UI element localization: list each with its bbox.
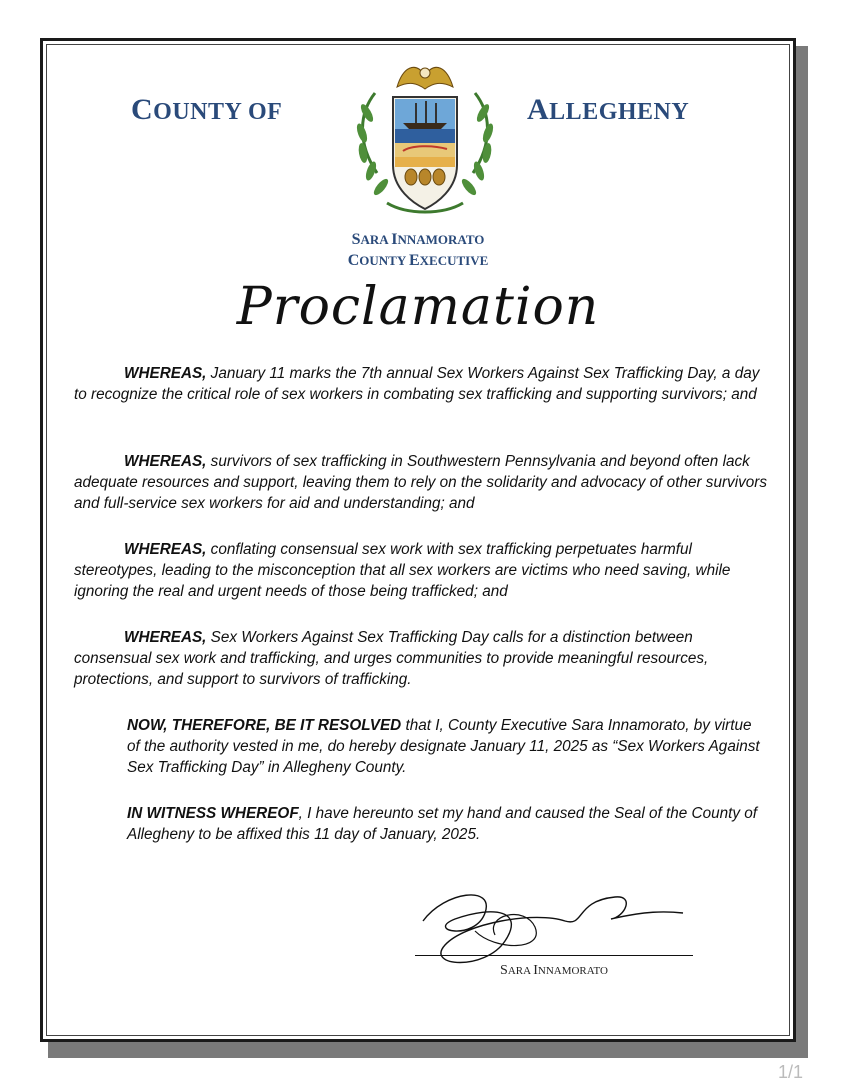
proclamation-title: Proclamation	[236, 277, 600, 337]
signature-name: SARA INNAMORATO	[500, 963, 608, 978]
paragraph-whereas-2: WHEREAS, survivors of sex trafficking in Southwestern Pennsylvania and beyond often lack adequate resources and support, leaving them to rely on the solidarity and advocacy of other survivors and full-service sex workers for aid and understanding; and	[74, 453, 767, 512]
executive-name: SARA INNAMORATO	[351, 231, 485, 248]
proclamation-page	[40, 38, 796, 1042]
paragraph-witness: IN WITNESS WHEREOF, I have hereunto set my hand and caused the Seal of the County of Allegheny to be affixed this 11 day of January, 2025.	[127, 805, 758, 843]
header-allegheny: ALLEGHENY	[527, 93, 690, 126]
paragraph-resolved: NOW, THEREFORE, BE IT RESOLVED that I, County Executive Sara Innamorato, by virtue of the authority vested in me, do hereby designate January 11, 2025 as “Sex Workers Against Sex Trafficking Day” in Allegheny County.	[127, 717, 760, 776]
signature-line	[415, 955, 693, 956]
executive-block	[43, 229, 793, 271]
paragraph-whereas-3: WHEREAS, conflating consensual sex work with sex trafficking perpetuates harmful stereotypes, leading to the misconception that all sex workers are victims who need saving, while ignoring the real and urgent needs of those being trafficked; and	[74, 541, 731, 600]
executive-title: COUNTY EXECUTIVE	[347, 252, 489, 269]
header-county-of: COUNTY OF	[131, 93, 283, 126]
page-count-indicator: 1/1	[777, 1062, 803, 1082]
paragraph-whereas-4: WHEREAS, Sex Workers Against Sex Trafficking Day calls for a distinction between consensual sex work and trafficking, and urges communities to provide meaningful resources, protections, and support to survivors of trafficking.	[74, 629, 709, 688]
paragraph-whereas-1: WHEREAS, January 11 marks the 7th annual Sex Workers Against Sex Trafficking Day, a day to recognize the critical role of sex workers in combating sex trafficking and supporting survivors; and	[74, 365, 760, 403]
county-seal-icon	[337, 53, 513, 229]
